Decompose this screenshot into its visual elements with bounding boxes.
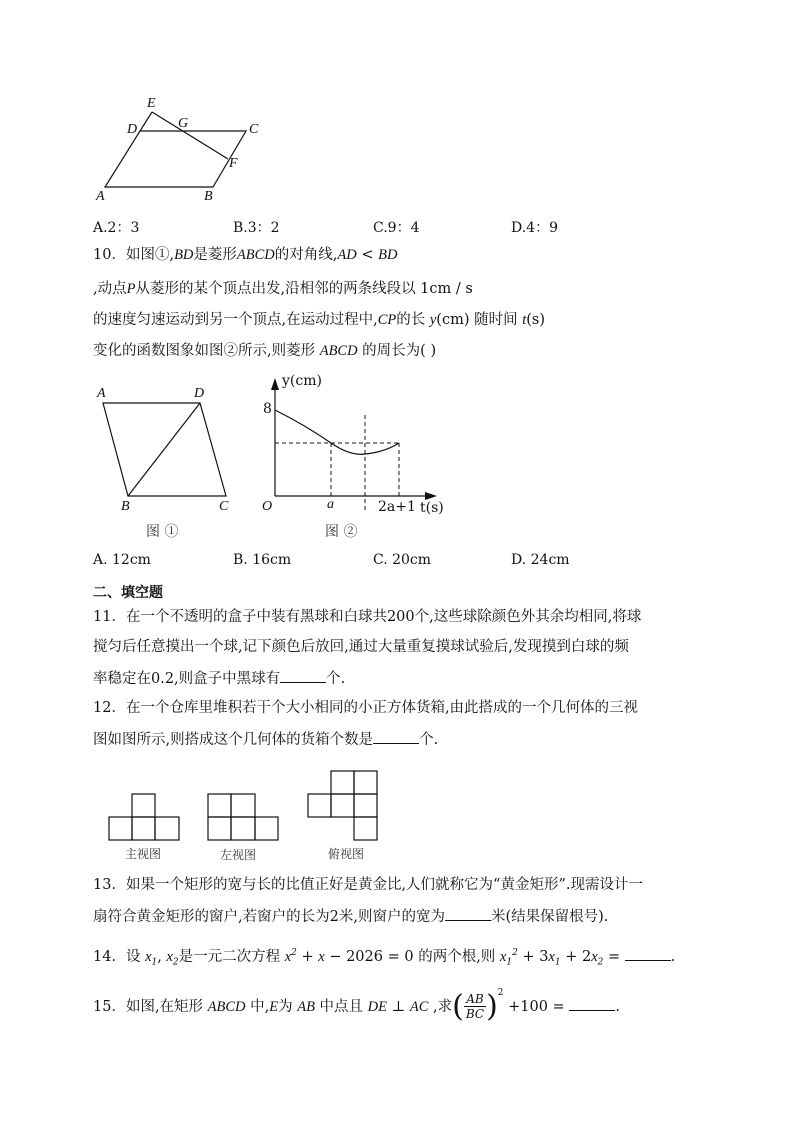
section-heading: 二、填空题 [93, 585, 163, 601]
text-segment: 1 [506, 957, 513, 968]
text-segment: 12．在一个仓库里堆积若干个大小相同的小正方体货箱,由此搭成的一个几何体的三视 [93, 700, 639, 716]
fig1-label-d: D [194, 386, 205, 401]
text-segment: ,求 [428, 998, 453, 1015]
function-curve [275, 410, 399, 454]
text-segment: 为 [278, 998, 298, 1015]
fraction [464, 992, 486, 1021]
math-symbol: x [166, 948, 173, 965]
text-segment: 所示,则菱形 [238, 343, 320, 359]
text-segment: . [670, 948, 676, 965]
q15-line: 15．如图,在矩形 ABCD 中,E为 AB 中点且 DE ⊥ AC ,求( $\frac{AB}{BC}$ )$^2$ +100 = . [93, 988, 620, 1024]
q11-line-1 [93, 608, 641, 626]
text-segment: 变化的函数图象如图 [93, 343, 224, 359]
math-symbol: CP [377, 312, 397, 328]
text-segment: ② [223, 343, 238, 359]
math-symbol: AC [409, 998, 429, 1015]
math-symbol: BD [378, 247, 398, 263]
text-segment: (s) [526, 312, 545, 328]
math-symbol: P [126, 281, 136, 297]
math-symbol: x [591, 948, 598, 965]
q13-line-1 [93, 876, 643, 894]
text-segment: 1 [554, 957, 561, 968]
text-segment: , [169, 247, 175, 263]
text-segment: 的对角线, [274, 247, 338, 263]
point-label-f: F [229, 156, 238, 171]
text-segment: 的长 [396, 312, 430, 328]
diagonal-bd [128, 403, 200, 496]
exponent: 2 [497, 988, 504, 998]
answer-blank [373, 729, 419, 744]
q10-line-2 [93, 280, 473, 298]
q14-line-1 [93, 944, 675, 972]
q12-line-1 [93, 699, 638, 717]
math-symbol: x [548, 948, 555, 965]
segment-de [140, 112, 152, 131]
text-segment: 11．在一个不透明的盒子中装有黑球和白球共200个,这些球除颜色外其余均相同,将球 [93, 609, 642, 625]
fig2-y-label: y(cm) [282, 373, 322, 389]
segment-ef [152, 112, 228, 159]
fraction-denominator: BC [465, 1007, 485, 1022]
q10-option-b: B. 16cm [233, 552, 292, 568]
point-label-d: D [127, 122, 138, 137]
fig2-caption: 图 ② [325, 524, 358, 540]
q10-option-a: A. 12cm [93, 552, 151, 568]
q10-option-d: D. 24cm [511, 552, 570, 568]
text-segment: 的周长为( ) [357, 343, 437, 359]
q12-line-2 [93, 729, 438, 749]
fig1-caption: 图 ① [146, 524, 179, 540]
math-symbol: x [284, 948, 292, 965]
math-symbol: AB [297, 998, 315, 1015]
text-segment: ⊥ [387, 998, 410, 1015]
q10-option-c: C. 20cm [373, 552, 432, 568]
answer-blank [625, 946, 671, 961]
text-segment: 搅匀后任意摸出一个球,记下颜色后放回,通过大量重复摸球试验后,发现摸到白球的频 [93, 639, 629, 655]
math-symbol: DE [367, 998, 387, 1015]
text-segment: 是一元二次方程 [178, 948, 285, 965]
front-view-label: 主视图 [125, 847, 162, 861]
q9-option-d: D.4：9 [511, 220, 558, 236]
text-segment: + 3 [517, 948, 549, 965]
left-view-label: 左视图 [220, 848, 257, 862]
math-symbol: t [522, 312, 527, 328]
math-symbol: BD [174, 247, 194, 263]
text-segment: 率稳定在0.2,则盒子中黑球有 [93, 671, 281, 687]
math-symbol: y [429, 312, 437, 328]
fig1-label-b: B [121, 499, 130, 514]
text-segment: , [157, 948, 167, 965]
q10-line-1 [93, 246, 397, 264]
answer-blank [445, 906, 491, 921]
q11-line-2 [93, 638, 629, 656]
point-label-a: A [96, 189, 105, 204]
point-label-c: C [249, 122, 259, 137]
fig2-origin: O [262, 499, 273, 514]
y-axis-arrow [271, 378, 279, 390]
text-segment: 个. [419, 732, 439, 748]
text-segment: 10．如图 [93, 247, 155, 263]
q11-line-3 [93, 668, 345, 688]
text-segment: 13．如果一个矩形的宽与长的比值正好是黄金比,人们就称它为“黄金矩形”.现需设计一 [93, 877, 643, 893]
text-segment: 从菱形的某个顶点出发,沿相邻的两条线段以 1cm / s [135, 281, 473, 297]
text-segment: ① [154, 247, 170, 263]
point-label-g: G [178, 116, 189, 131]
text-segment: 2 [172, 957, 179, 968]
text-segment: 个. [326, 671, 346, 687]
answer-blank [280, 668, 326, 683]
text-segment: 是菱形 [193, 247, 237, 263]
parallelogram-abcd [105, 131, 246, 187]
q15-prefix [93, 999, 452, 1015]
text-segment: 图如图所示,则搭成这个几何体的货箱个数是 [93, 732, 374, 748]
math-symbol: x [145, 948, 152, 965]
fig1-label-c: C [219, 499, 229, 514]
fig2-y-tick-8: 8 [263, 401, 272, 417]
q13-line-2 [93, 906, 608, 926]
point-label-e: E [147, 96, 156, 111]
text-segment: = [603, 948, 625, 965]
fig2-tick-end: 2a+1 [378, 499, 416, 515]
q9-option-c: C.9：4 [373, 220, 420, 236]
answer-blank [569, 996, 615, 1011]
fig1-label-a: A [97, 386, 106, 401]
math-symbol: AD [337, 247, 357, 263]
text-segment: 14．设 [93, 948, 146, 965]
top-view-label: 俯视图 [328, 847, 365, 861]
top-view [308, 771, 377, 840]
text-segment: (cm) 随时间 [436, 312, 523, 328]
q10-line-4 [93, 342, 436, 360]
text-segment: 2 [291, 948, 297, 958]
math-symbol: ABCD [207, 998, 246, 1015]
text-segment: ,动点 [93, 281, 127, 297]
text-segment: 扇符合黄金矩形的窗户,若窗户的长为2米,则窗户的宽为 [93, 909, 445, 925]
left-paren: ( [452, 988, 464, 1024]
point-label-b: B [204, 189, 213, 204]
t-axis-arrow [425, 492, 437, 500]
text-segment: + [296, 948, 319, 965]
left-view [208, 794, 278, 840]
math-symbol: ABCD [319, 343, 358, 359]
q9-option-b: B.3：2 [233, 220, 280, 236]
math-symbol: E [269, 998, 279, 1015]
front-view [109, 794, 179, 840]
text-segment: < [356, 247, 379, 263]
text-segment: − 2026 = 0 的两个根,则 [324, 948, 500, 965]
text-segment: 的速度匀速运动到另一个顶点,在运动过程中, [93, 312, 378, 328]
q9-option-a: A.2：3 [93, 220, 140, 236]
text-segment: 2 [597, 957, 604, 968]
math-symbol: x [318, 948, 325, 965]
text-segment: 中点且 [314, 998, 368, 1015]
fig2-tick-a: a [327, 497, 334, 512]
fraction-numerator: AB [464, 992, 486, 1007]
text-segment: 中, [245, 998, 270, 1015]
math-symbol: ABCD [236, 247, 275, 263]
text-segment: 米(结果保留根号). [490, 909, 609, 925]
q15-suffix: +100 = [503, 998, 570, 1015]
text-segment: 2 [512, 948, 518, 958]
q10-line-3 [93, 311, 545, 329]
math-symbol: x [499, 948, 507, 965]
text-segment: 15．如图,在矩形 [93, 998, 208, 1015]
fig2-x-label: t(s) [420, 500, 444, 516]
text-segment: 1 [151, 957, 158, 968]
text-segment: + 2 [560, 948, 592, 965]
right-paren: ) [486, 988, 498, 1024]
